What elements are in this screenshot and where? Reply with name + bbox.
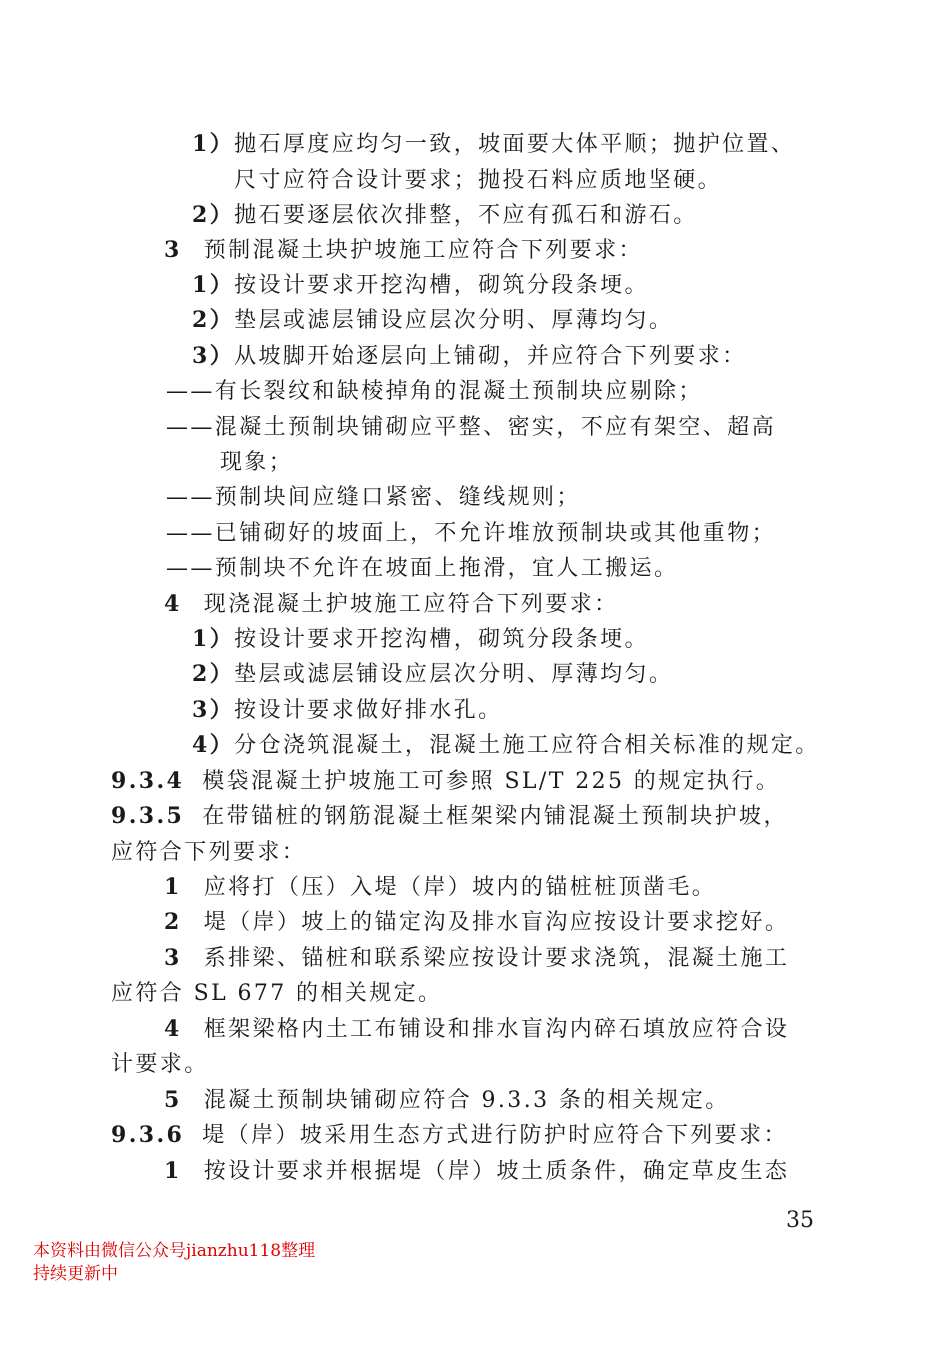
text-line (192, 338, 747, 374)
text-line (234, 162, 722, 198)
line-text: 在带锚桩的钢筋混凝土框架梁内铺混凝土预制块护坡， (202, 804, 788, 829)
item-number: 1 (164, 1158, 182, 1184)
item-number: 4） (192, 732, 235, 758)
line-text: 尺寸应符合设计要求；抛投石料应质地坚硬。 (234, 168, 723, 193)
item-number: 1） (192, 272, 235, 298)
line-text: 垫层或滤层铺设应层次分明、厚薄均匀。 (234, 662, 674, 687)
line-text: 应符合下列要求： (111, 840, 307, 865)
text-line (164, 1153, 789, 1189)
line-text: 从坡脚开始逐层向上铺砌，并应符合下列要求： (234, 344, 747, 369)
line-text: 计要求。 (111, 1052, 209, 1077)
line-text: 分仓浇筑混凝土，混凝土施工应符合相关标准的规定。 (234, 733, 820, 758)
text-line (111, 1117, 788, 1153)
line-text: 按设计要求做好排水孔。 (234, 698, 503, 723)
line-text: ——有长裂纹和缺棱掉角的混凝土预制块应剔除； (166, 379, 703, 404)
line-text: 现浇混凝土护坡施工应符合下列要求： (203, 592, 619, 617)
text-line (164, 1082, 730, 1118)
text-line (166, 479, 581, 515)
line-text: 按设计要求开挖沟槽，砌筑分段条埂。 (234, 273, 649, 298)
line-text: 按设计要求开挖沟槽，砌筑分段条埂。 (234, 627, 649, 652)
watermark-line-2: 持续更新中 (33, 1264, 118, 1284)
line-text: 预制混凝土块护坡施工应符合下列要求： (203, 238, 643, 263)
item-number: 9.3.4 (111, 768, 185, 794)
line-text: 模袋混凝土护坡施工可参照 SL/T 225 的规定执行。 (202, 769, 781, 794)
item-number: 4 (164, 1016, 182, 1042)
text-line (111, 834, 306, 870)
text-line (192, 621, 649, 657)
text-line (111, 1046, 209, 1082)
text-line (192, 302, 673, 338)
line-text: ——混凝土预制块铺砌应平整、密实，不应有架空、超高 (166, 415, 777, 440)
item-number: 9.3.6 (111, 1122, 185, 1148)
text-line (192, 692, 503, 728)
text-line (164, 869, 716, 905)
item-number: 1） (192, 626, 235, 652)
text-line (111, 798, 788, 834)
line-text: 框架梁格内土工布铺设和排水盲沟内碎石填放应符合设 (203, 1017, 790, 1042)
text-line (166, 409, 776, 445)
text-line (192, 267, 649, 303)
text-line (164, 940, 789, 976)
item-number: 2） (192, 307, 235, 333)
line-text: ——预制块不允许在坡面上拖滑，宜人工搬运。 (166, 556, 679, 581)
line-text: 堤（岸）坡采用生态方式进行防护时应符合下列要求： (202, 1123, 788, 1148)
text-line (111, 975, 442, 1011)
line-text: 按设计要求并根据堤（岸）坡土质条件，确定草皮生态 (203, 1159, 790, 1184)
text-line (111, 763, 780, 799)
line-text: ——已铺砌好的坡面上，不允许堆放预制块或其他重物； (166, 521, 777, 546)
text-line (166, 373, 703, 409)
line-text: 抛石厚度应均匀一致，坡面要大体平顺；抛护位置、 (234, 132, 796, 157)
page-number: 35 (786, 1208, 814, 1233)
line-text: 堤（岸）坡上的锚定沟及排水盲沟应按设计要求挖好。 (203, 910, 790, 935)
text-line (192, 197, 698, 233)
item-number: 2） (192, 202, 235, 228)
item-number: 3） (192, 697, 235, 723)
line-text: ——预制块间应缝口紧密、缝线规则； (166, 485, 581, 510)
line-text: 应将打（压）入堤（岸）坡内的锚桩桩顶凿毛。 (203, 875, 717, 900)
text-line (164, 904, 789, 940)
text-line (192, 126, 795, 162)
item-number: 1） (192, 131, 235, 157)
line-text: 现象； (220, 450, 294, 475)
item-number: 3 (164, 945, 182, 971)
line-text: 应符合 SL 677 的相关规定。 (111, 981, 443, 1006)
line-text: 抛石要逐层依次排整，不应有孤石和游石。 (234, 203, 698, 228)
item-number: 3） (192, 343, 235, 369)
item-number: 3 (164, 237, 182, 263)
line-text: 系排梁、锚桩和联系梁应按设计要求浇筑，混凝土施工 (203, 946, 790, 971)
item-number: 1 (164, 874, 182, 900)
text-line (220, 444, 293, 480)
text-line (192, 727, 820, 763)
text-line (164, 232, 643, 268)
item-number: 2 (164, 909, 182, 935)
item-number: 4 (164, 591, 182, 617)
text-line (164, 586, 619, 622)
text-line (192, 656, 673, 692)
text-line (166, 515, 776, 551)
text-line (166, 550, 678, 586)
line-text: 垫层或滤层铺设应层次分明、厚薄均匀。 (234, 308, 674, 333)
watermark-line-1: 本资料由微信公众号jianzhu118整理 (33, 1241, 316, 1261)
item-number: 5 (164, 1087, 182, 1113)
text-line (164, 1011, 789, 1047)
item-number: 2） (192, 661, 235, 687)
item-number: 9.3.5 (111, 803, 185, 829)
line-text: 混凝土预制块铺砌应符合 9.3.3 条的相关规定。 (203, 1088, 730, 1113)
